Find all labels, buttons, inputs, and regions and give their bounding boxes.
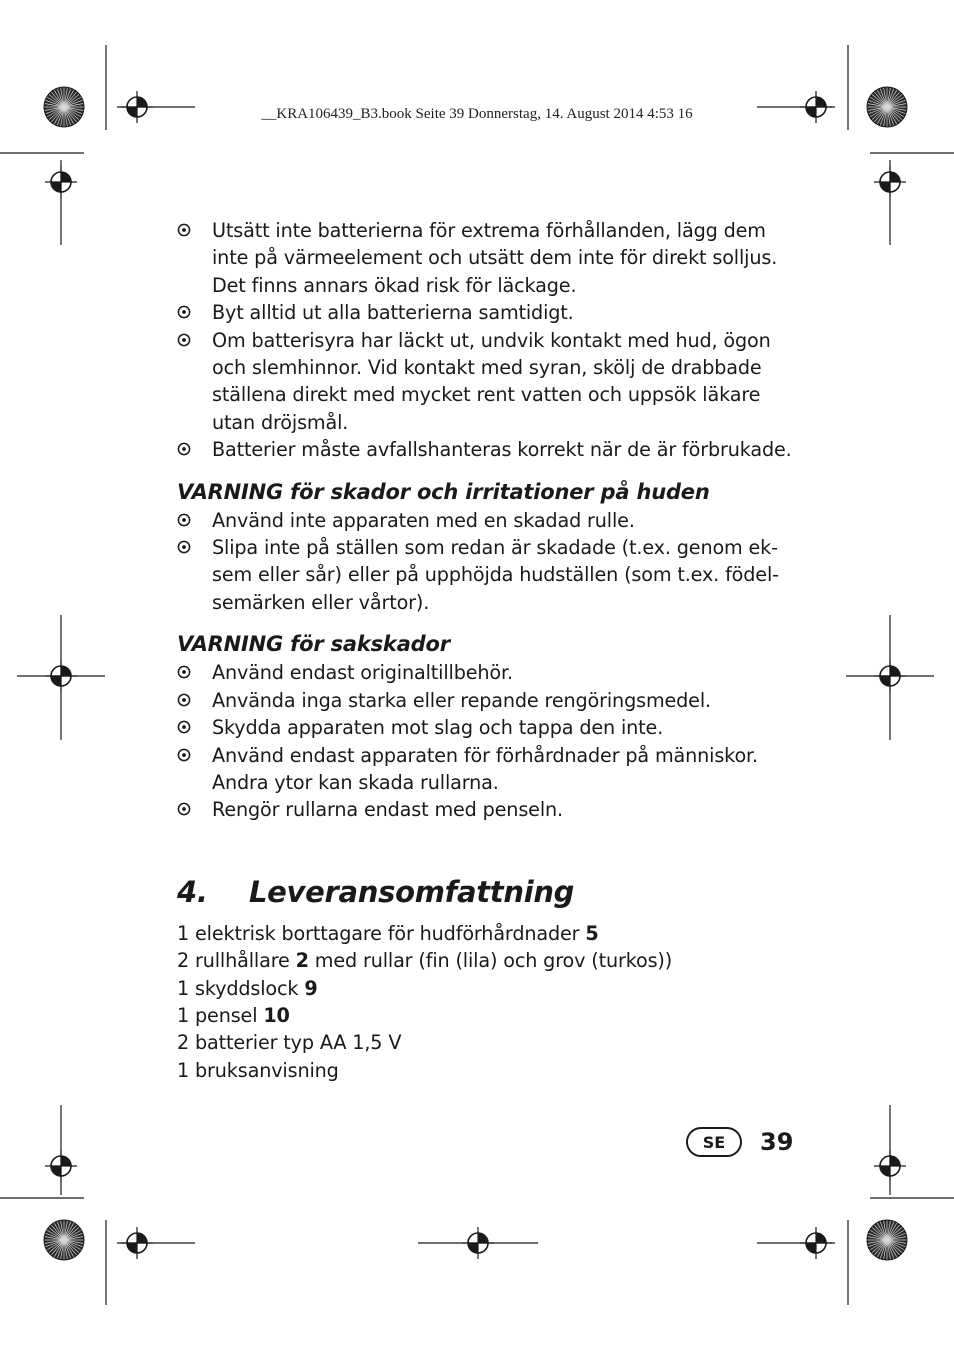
list-item-text: Använd endast originaltillbehör.	[212, 661, 513, 685]
part-reference: 2	[295, 949, 309, 973]
registration-target-icon	[874, 1150, 906, 1182]
page-footer	[686, 1127, 793, 1157]
section-title: Leveransomfattning	[249, 874, 575, 909]
contents-item: 1 elektrisk borttagare för hudförhårdnader 5	[177, 921, 599, 945]
list-item	[177, 687, 817, 714]
list-item-text: Slipa inte på ställen som redan är skadade (t.ex. genom ek- sem eller sår) eller på upphöjda hudställen (som t.ex. födel- semärken eller vårtor).	[212, 536, 779, 614]
list-item-text: Använd endast apparaten för förhårdnader på människor. Andra ytor kan skada rullarna.	[212, 743, 758, 794]
circle-dot-bullet-icon	[177, 436, 212, 460]
list-item-text: Om batterisyra har läckt ut, undvik kontakt med hud, ögon och slemhinnor. Vid kontakt med syran, skölj de drabbade ställena direkt med mycket rent vatten och uppsök läkare utan dröjsmål.	[212, 328, 771, 434]
list-item	[177, 436, 817, 463]
registration-target-icon	[45, 1150, 77, 1182]
list-item	[177, 659, 817, 686]
print-slug-header: __KRA106439_B3.book Seite 39 Donnerstag, 14. August 2014 4:53 16	[261, 106, 693, 122]
contents-item: 1 skyddslock 9	[177, 976, 318, 1000]
list-item	[177, 534, 817, 616]
contents-item: 2 rullhållare 2 med rullar (fin (lila) och grov (turkos))	[177, 949, 673, 973]
list-item	[177, 217, 817, 299]
list-item	[177, 327, 817, 437]
battery-safety-list	[177, 217, 817, 464]
circle-dot-bullet-icon	[177, 327, 212, 351]
registration-target-icon	[45, 166, 77, 198]
circle-dot-bullet-icon	[177, 796, 212, 820]
part-reference: 9	[304, 976, 318, 1000]
list-item	[177, 742, 817, 797]
starburst-mark-icon	[867, 1220, 907, 1260]
contents-item: 1 pensel 10	[177, 1003, 290, 1027]
part-reference: 10	[263, 1003, 290, 1027]
circle-dot-bullet-icon	[177, 687, 212, 711]
registration-target-icon	[874, 660, 906, 692]
registration-target-icon	[45, 660, 77, 692]
list-item	[177, 507, 817, 534]
warning-skin-list	[177, 507, 817, 617]
page-number: 39	[760, 1128, 794, 1156]
section-heading	[177, 872, 817, 912]
circle-dot-bullet-icon	[177, 217, 212, 241]
list-item-text: Skydda apparaten mot slag och tappa den inte.	[212, 716, 664, 740]
circle-dot-bullet-icon	[177, 299, 212, 323]
contents-item: 2 batterier typ AA 1,5 V	[177, 1031, 402, 1055]
language-badge: SE	[686, 1127, 742, 1157]
contents-list	[177, 920, 817, 1084]
list-item	[177, 796, 817, 823]
registration-target-icon	[800, 1227, 832, 1259]
list-item	[177, 714, 817, 741]
starburst-mark-icon	[44, 1220, 84, 1260]
page-content	[177, 217, 817, 1084]
list-item-text: Rengör rullarna endast med penseln.	[212, 798, 563, 822]
warning-skin-heading: VARNING för skador och irritationer på huden	[177, 479, 710, 504]
registration-target-icon	[462, 1227, 494, 1259]
warning-property-heading: VARNING för sakskador	[177, 632, 450, 657]
circle-dot-bullet-icon	[177, 742, 212, 766]
circle-dot-bullet-icon	[177, 659, 212, 683]
list-item-text: Byt alltid ut alla batterierna samtidigt.	[212, 301, 574, 325]
registration-target-icon	[874, 166, 906, 198]
part-reference: 5	[585, 921, 599, 945]
warning-property-list	[177, 659, 817, 823]
contents-item: 1 bruksanvisning	[177, 1058, 339, 1082]
list-item-text: Använd inte apparaten med en skadad rulle.	[212, 508, 635, 532]
circle-dot-bullet-icon	[177, 507, 212, 531]
section-number: 4.	[177, 874, 208, 909]
list-item	[177, 299, 817, 326]
registration-target-icon	[121, 1227, 153, 1259]
circle-dot-bullet-icon	[177, 534, 212, 558]
list-item-text: Utsätt inte batterierna för extrema förhållanden, lägg dem inte på värmeelement och utsätt dem inte för direkt solljus. Det finns annars ökad risk för läckage.	[212, 219, 778, 297]
circle-dot-bullet-icon	[177, 714, 212, 738]
list-item-text: Använda inga starka eller repande rengöringsmedel.	[212, 688, 711, 712]
list-item-text: Batterier måste avfallshanteras korrekt när de är förbrukade.	[212, 438, 792, 462]
